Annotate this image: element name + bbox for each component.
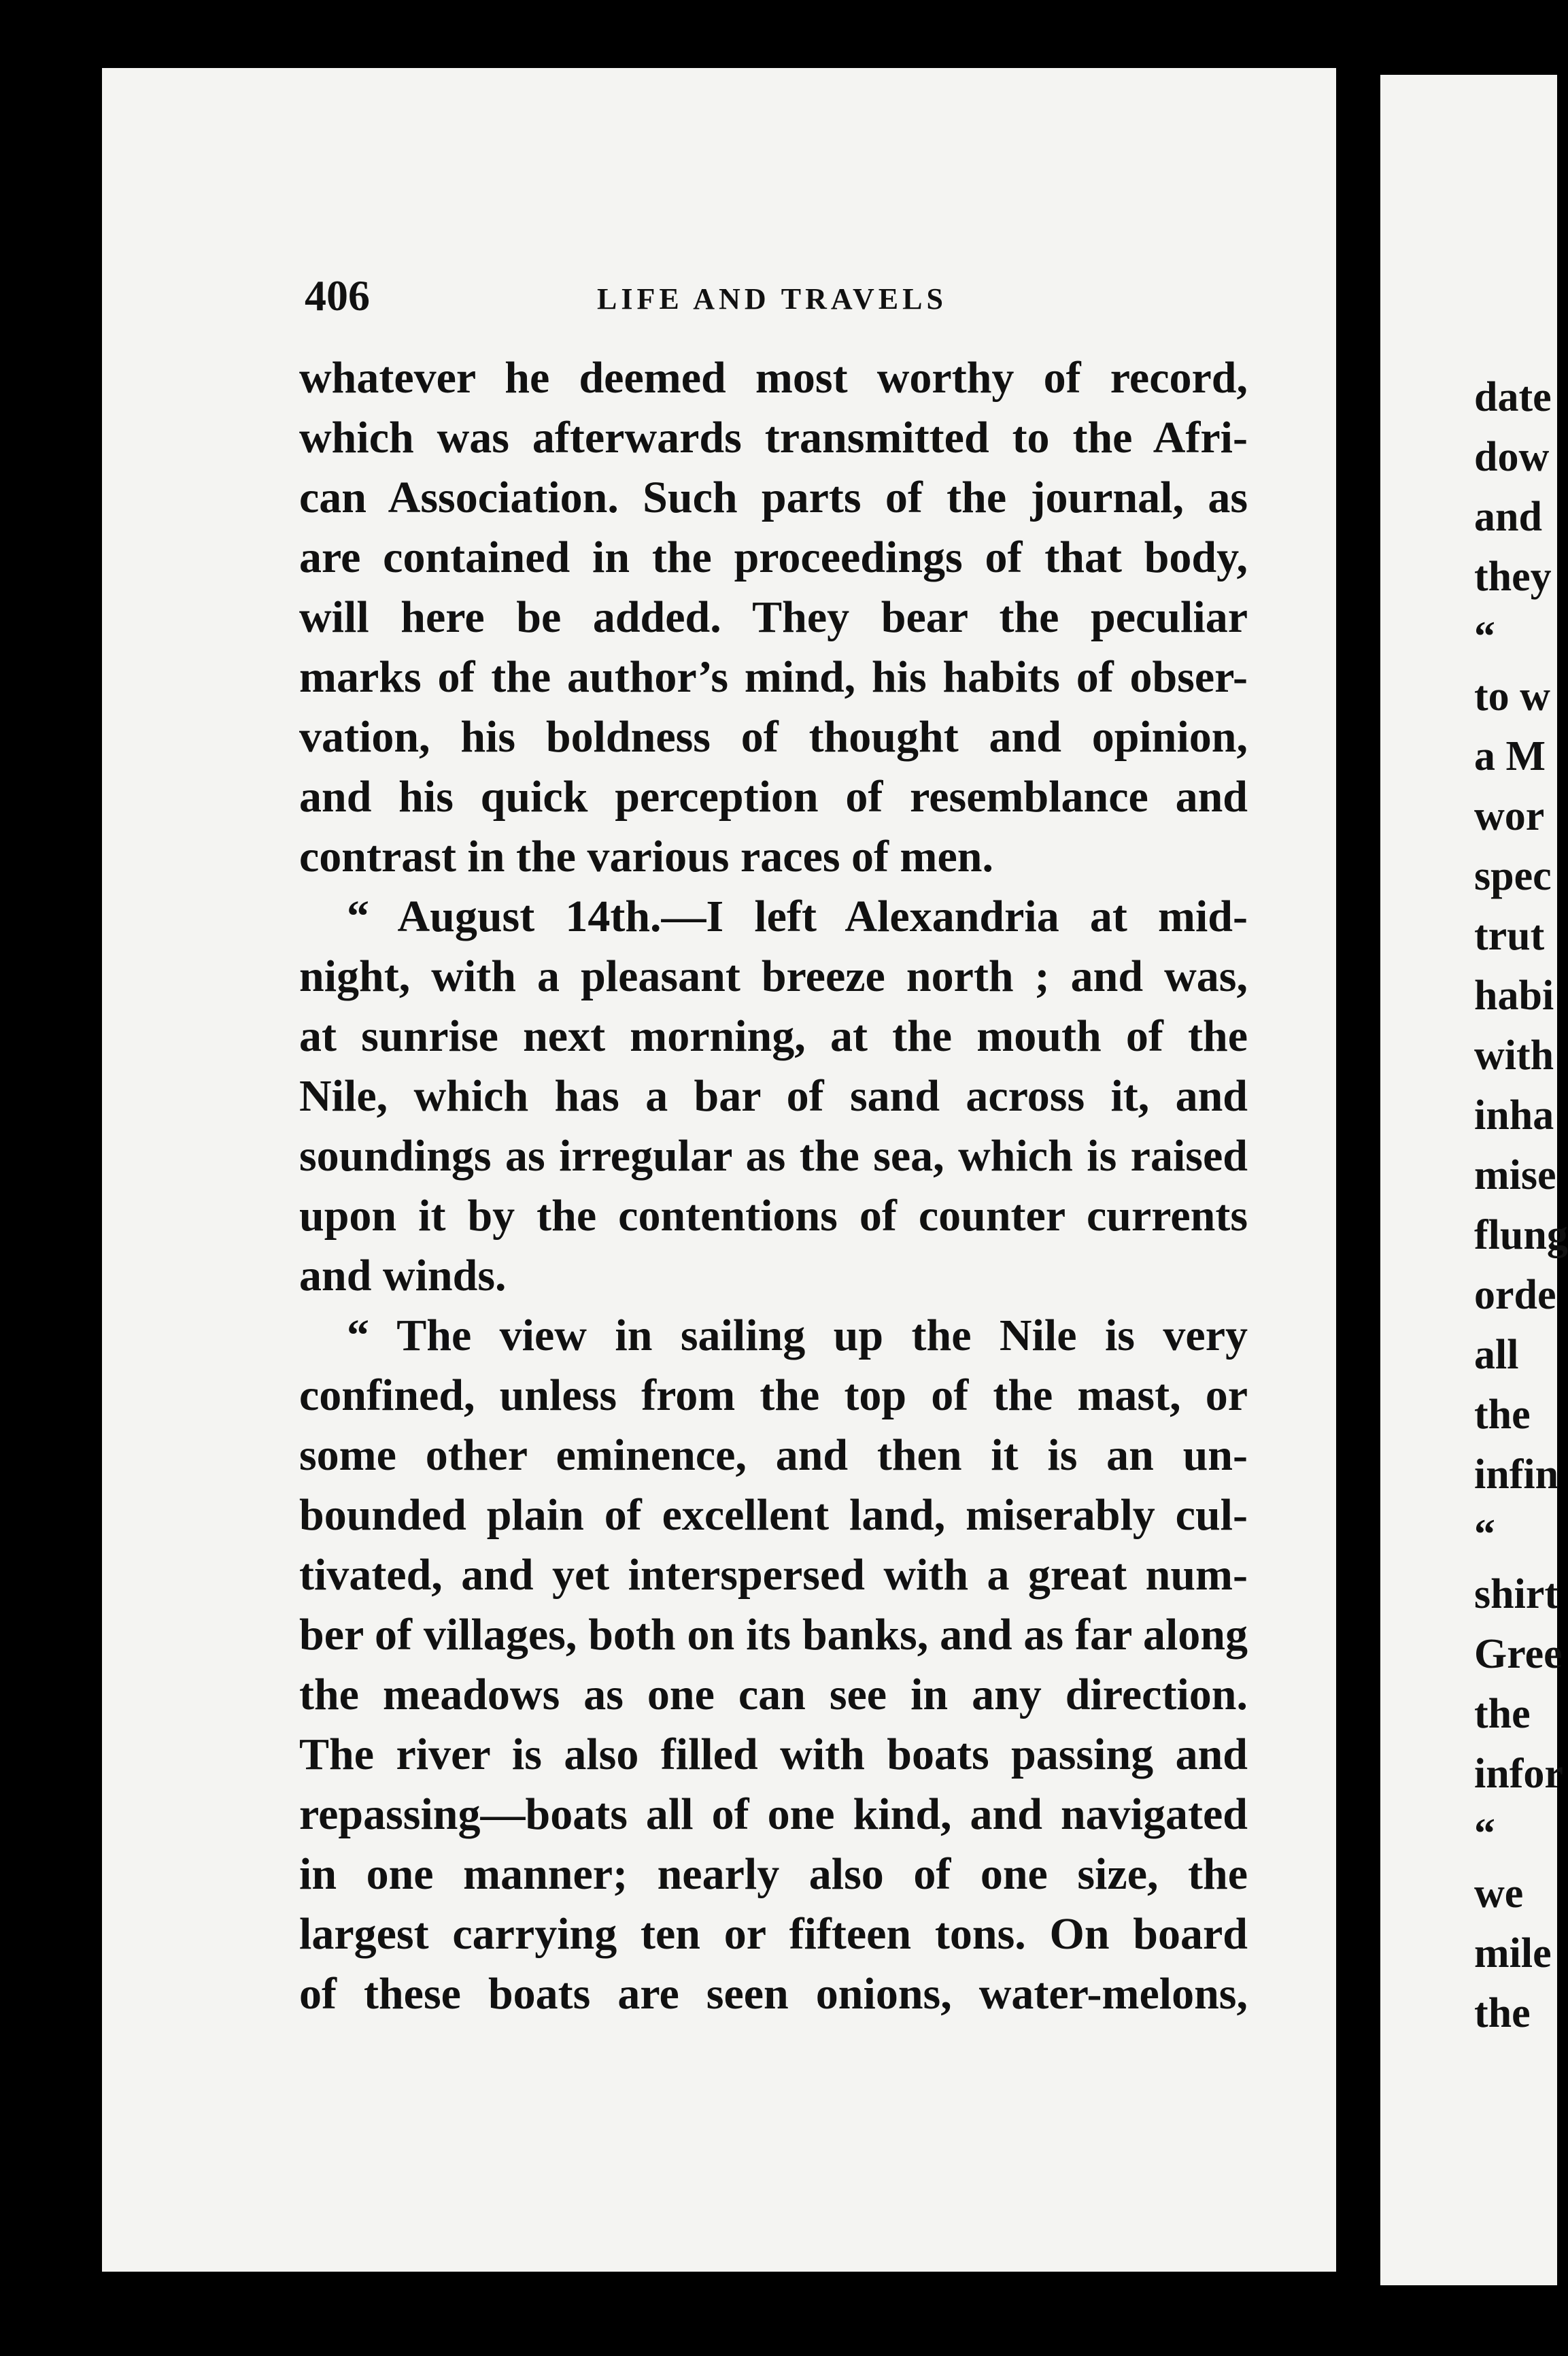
text-line: night, with a pleasant breeze north ; and was,	[299, 952, 1248, 1001]
running-head: LIFE AND TRAVELS	[597, 282, 947, 316]
right-fragment: infor	[1474, 1751, 1563, 1797]
text-line: soundings as irregular as the sea, which is raised	[299, 1131, 1248, 1181]
right-fragment: and	[1474, 494, 1542, 540]
right-fragment: “	[1474, 1811, 1495, 1857]
text-line: ber of villages, both on its banks, and as far along	[299, 1610, 1248, 1660]
text-line: tivated, and yet interspersed with a great num-	[299, 1550, 1248, 1600]
text-line: at sunrise next morning, at the mouth of the	[299, 1011, 1248, 1061]
text-line: and winds.	[299, 1251, 507, 1300]
text-line: upon it by the contentions of counter currents	[299, 1191, 1248, 1241]
right-fragment: inha	[1474, 1092, 1554, 1139]
right-fragment: mise	[1474, 1152, 1556, 1198]
text-line: contrast in the various races of men.	[299, 832, 994, 881]
right-fragment: Gree	[1474, 1631, 1563, 1677]
right-fragment: a M	[1474, 733, 1546, 779]
right-fragment: mile	[1474, 1930, 1552, 1976]
text-line: bounded plain of excellent land, miserably cul-	[299, 1490, 1248, 1540]
text-line: some other eminence, and then it is an un-	[299, 1430, 1248, 1480]
text-line: whatever he deemed most worthy of record,	[299, 353, 1248, 403]
right-fragment: date	[1474, 374, 1552, 420]
right-fragment: dow	[1474, 434, 1550, 480]
body-text	[299, 348, 1248, 2024]
right-fragment: the	[1474, 1392, 1531, 1438]
right-fragment: trut	[1474, 913, 1545, 959]
right-fragment: the	[1474, 1990, 1531, 2036]
text-line: marks of the author’s mind, his habits of obser-	[299, 652, 1248, 702]
right-fragment: spec	[1474, 853, 1552, 899]
text-line: The river is also filled with boats passing and	[299, 1730, 1248, 1779]
text-line: vation, his boldness of thought and opinion,	[299, 712, 1248, 762]
right-fragment: they	[1474, 554, 1552, 600]
right-fragment: the	[1474, 1691, 1531, 1737]
right-fragment: habi	[1474, 973, 1554, 1019]
right-fragment: all	[1474, 1332, 1519, 1378]
right-fragment: infin	[1474, 1451, 1559, 1498]
right-fragment: shirt	[1474, 1571, 1558, 1617]
text-line: repassing—boats all of one kind, and navigated	[299, 1789, 1248, 1839]
right-page-text	[1474, 367, 1568, 2043]
right-fragment: flung	[1474, 1212, 1568, 1258]
text-line: “ The view in sailing up the Nile is very	[347, 1311, 1248, 1360]
text-line: the meadows as one can see in any direction.	[299, 1670, 1248, 1719]
right-fragment: wor	[1474, 793, 1545, 839]
right-fragment: “	[1474, 613, 1495, 660]
right-fragment: orde	[1474, 1272, 1556, 1318]
text-line: will here be added. They bear the peculiar	[299, 592, 1248, 642]
right-fragment: “	[1474, 1511, 1495, 1558]
text-line: “ August 14th.—I left Alexandria at mid-	[347, 892, 1248, 941]
right-fragment: to w	[1474, 673, 1550, 720]
text-line: and his quick perception of resemblance and	[299, 772, 1248, 822]
text-line: of these boats are seen onions, water-melons,	[299, 1969, 1248, 2019]
right-fragment: with	[1474, 1032, 1554, 1079]
text-line: Nile, which has a bar of sand across it, and	[299, 1071, 1248, 1121]
text-line: can Association. Such parts of the journal, as	[299, 473, 1248, 522]
page-header	[203, 272, 1250, 320]
right-fragment: we	[1474, 1870, 1524, 1917]
text-line: confined, unless from the top of the mast, or	[299, 1370, 1248, 1420]
text-line: which was afterwards transmitted to the Afri-	[299, 413, 1248, 462]
text-line: are contained in the proceedings of that body,	[299, 533, 1248, 582]
text-line: in one manner; nearly also of one size, the	[299, 1849, 1248, 1899]
text-line: largest carrying ten or fifteen tons. On board	[299, 1909, 1248, 1959]
page-number: 406	[305, 271, 370, 320]
